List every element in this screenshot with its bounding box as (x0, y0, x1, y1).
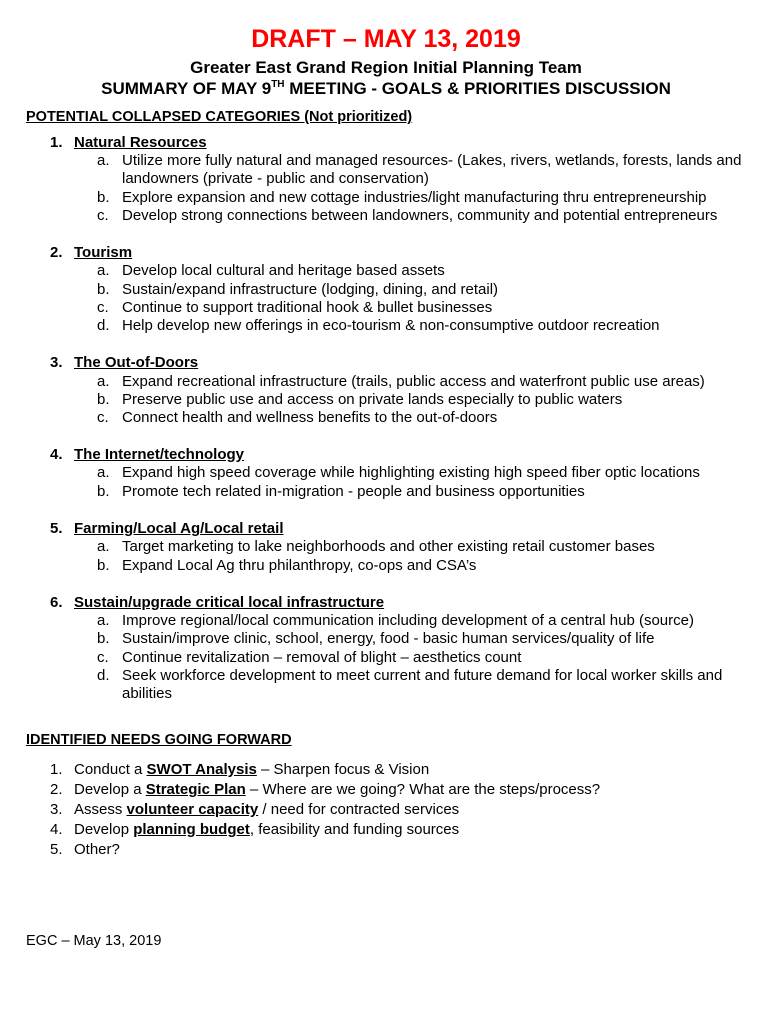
item-text: Improve regional/local communication including development of a central hub (source) (122, 612, 694, 629)
category-number: 4. (50, 446, 63, 463)
need-emphasis: volunteer capacity (126, 801, 259, 818)
category-name: Farming/Local Ag/Local retail (74, 520, 284, 537)
category-item (97, 317, 757, 335)
category-item (97, 152, 757, 188)
category-item (97, 391, 757, 409)
item-text: Seek workforce development to meet current and future demand for local worker skills and abilities (122, 667, 723, 703)
item-letter: d. (97, 667, 110, 684)
item-letter: a. (97, 373, 110, 390)
need-emphasis: planning budget (133, 821, 250, 838)
item-text: Sustain/improve clinic, school, energy, food - basic human services/quality of life (122, 630, 655, 647)
category-name: The Out-of-Doors (74, 354, 199, 371)
item-text: Expand Local Ag thru philanthropy, co-ops and CSA’s (122, 557, 477, 574)
category-title (50, 520, 284, 538)
summary-title-end: MEETING - GOALS & PRIORITIES DISCUSSION (284, 79, 671, 98)
need-emphasis: Strategic Plan (145, 781, 246, 798)
item-letter: c. (97, 649, 109, 666)
item-letter: a. (97, 464, 110, 481)
item-text: Develop strong connections between landowners, community and potential entrepreneurs (122, 207, 718, 224)
item-text: Target marketing to lake neighborhoods and other existing retail customer bases (122, 538, 655, 555)
category-number: 5. (50, 520, 63, 537)
need-number: 1. (50, 761, 63, 778)
category-item (97, 373, 757, 391)
need-item (50, 761, 429, 779)
category-title (50, 354, 198, 372)
item-letter: b. (97, 557, 110, 574)
item-text: Utilize more fully natural and managed resources- (Lakes, rivers, wetlands, forests, lands and landowners (private - public and conservation) (122, 152, 742, 188)
need-text-start: Develop a (74, 781, 146, 798)
need-number: 4. (50, 821, 63, 838)
category-name: The Internet/technology (74, 446, 245, 463)
category-number: 6. (50, 594, 63, 611)
item-text: Continue to support traditional hook & bullet businesses (122, 299, 493, 316)
item-text: Preserve public use and access on private lands especially to public waters (122, 391, 623, 408)
categories-heading: POTENTIAL COLLAPSED CATEGORIES (Not prioritized) (26, 109, 413, 125)
item-text: Promote tech related in-migration - people and business opportunities (122, 483, 585, 500)
need-text-start: Other? (74, 841, 120, 858)
need-item (50, 801, 459, 819)
category-item (97, 557, 757, 575)
item-letter: b. (97, 391, 110, 408)
item-letter: a. (97, 152, 110, 169)
category-item (97, 262, 757, 280)
category-title (50, 134, 207, 152)
category-item (97, 630, 757, 648)
footer-text: EGC – May 13, 2019 (26, 933, 162, 949)
need-text-start: Develop (74, 821, 134, 838)
item-text: Continue revitalization – removal of blight – aesthetics count (122, 649, 522, 666)
category-number: 3. (50, 354, 63, 371)
category-item (97, 464, 757, 482)
item-letter: c. (97, 409, 109, 426)
category-name: Natural Resources (74, 134, 207, 151)
team-title: Greater East Grand Region Initial Planning Team (190, 58, 582, 77)
category-item (97, 483, 757, 501)
need-text-start: Conduct a (74, 761, 147, 778)
item-letter: c. (97, 207, 109, 224)
item-text: Help develop new offerings in eco-tourism & non-consumptive outdoor recreation (122, 317, 660, 334)
category-title (50, 244, 132, 262)
need-text-end: / need for contracted services (258, 801, 460, 818)
need-number: 3. (50, 801, 63, 818)
category-title (50, 594, 384, 612)
category-item (97, 667, 757, 703)
item-text: Expand recreational infrastructure (trails, public access and waterfront public use areas) (122, 373, 705, 390)
item-text: Develop local cultural and heritage based assets (122, 262, 445, 279)
need-text-end: , feasibility and funding sources (249, 821, 460, 838)
item-letter: c. (97, 299, 109, 316)
item-letter: b. (97, 630, 110, 647)
item-letter: b. (97, 189, 110, 206)
category-number: 1. (50, 134, 63, 151)
needs-heading: IDENTIFIED NEEDS GOING FORWARD (26, 732, 292, 748)
category-item (97, 649, 757, 667)
category-item (97, 409, 757, 427)
need-text-start: Assess (74, 801, 127, 818)
draft-title: DRAFT – MAY 13, 2019 (251, 25, 521, 53)
need-item (50, 781, 600, 799)
item-letter: a. (97, 612, 110, 629)
need-number: 5. (50, 841, 63, 858)
category-number: 2. (50, 244, 63, 261)
category-item (97, 281, 757, 299)
need-item (50, 821, 459, 839)
need-text-end: – Where are we going? What are the steps/process? (245, 781, 601, 798)
need-text-end: – Sharpen focus & Vision (256, 761, 430, 778)
category-name: Sustain/upgrade critical local infrastructure (74, 594, 385, 611)
summary-title-superscript: TH (271, 79, 285, 90)
summary-title (0, 78, 772, 100)
item-letter: b. (97, 281, 110, 298)
summary-title-start: SUMMARY OF MAY 9 (101, 79, 272, 98)
item-letter: d. (97, 317, 110, 334)
category-item (97, 538, 757, 556)
need-number: 2. (50, 781, 63, 798)
item-letter: a. (97, 262, 110, 279)
item-letter: a. (97, 538, 110, 555)
item-text: Expand high speed coverage while highlighting existing high speed fiber optic locations (122, 464, 700, 481)
need-emphasis: SWOT Analysis (146, 761, 257, 778)
item-letter: b. (97, 483, 110, 500)
category-item (97, 612, 757, 630)
item-text: Explore expansion and new cottage industries/light manufacturing thru entrepreneurship (122, 189, 707, 206)
item-text: Sustain/expand infrastructure (lodging, dining, and retail) (122, 281, 499, 298)
category-item (97, 207, 757, 225)
item-text: Connect health and wellness benefits to the out-of-doors (122, 409, 498, 426)
category-item (97, 299, 757, 317)
need-item (50, 841, 120, 859)
category-title (50, 446, 244, 464)
category-item (97, 189, 757, 207)
category-name: Tourism (74, 244, 133, 261)
